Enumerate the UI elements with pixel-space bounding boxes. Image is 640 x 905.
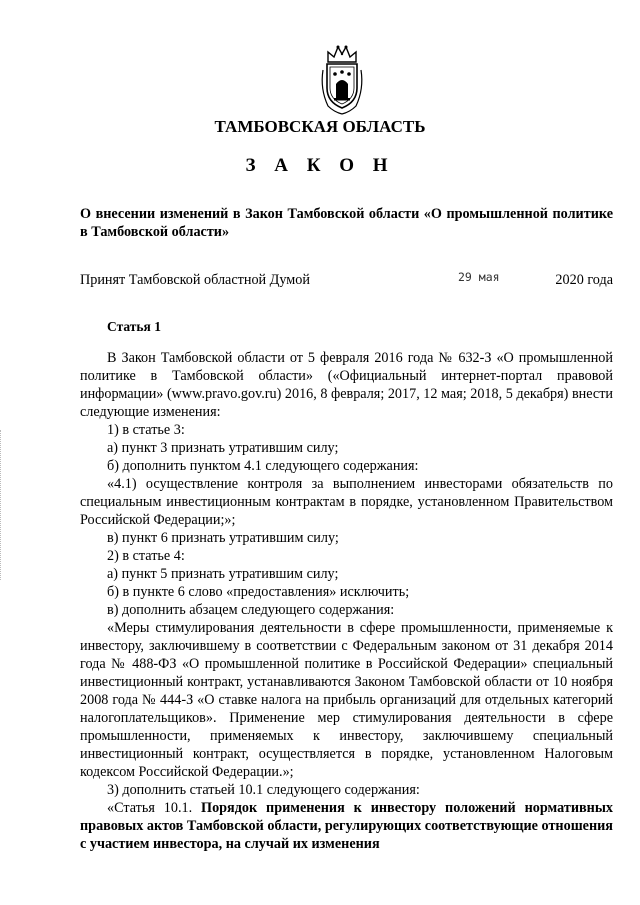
new-article-paragraph xyxy=(80,799,613,853)
list-item: а) пункт 5 признать утратившим силу; xyxy=(107,566,339,582)
quoted-paragraph: «4.1) осуществление контроля за выполнением инвесторами обязательств по специальным инвестиционным контрактам в порядке, установленном Правительством Российской Федерации;»; xyxy=(80,476,613,528)
adoption-year: 2020 года xyxy=(555,272,613,288)
new-article-heading: Порядок применения к инвестору положений нормативных правовых актов Тамбовской области, регулирующих соответствующие отношения с участием инвестора, на случай их изменения xyxy=(80,800,614,852)
new-article-number: «Статья 10.1. xyxy=(107,800,193,816)
tambov-coat-of-arms-emblem xyxy=(318,44,366,116)
scan-edge-marks xyxy=(0,430,4,580)
document-type-title: З А К О Н xyxy=(245,155,395,176)
adoption-line xyxy=(80,272,613,289)
adoption-date: 29 мая xyxy=(458,270,500,284)
list-item: 3) дополнить статьей 10.1 следующего содержания: xyxy=(107,782,420,798)
list-item: 1) в статье 3: xyxy=(107,422,185,438)
adoption-text: Принят Тамбовской областной Думой xyxy=(80,272,310,288)
list-item: в) дополнить абзацем следующего содержания: xyxy=(107,602,395,618)
list-item: б) дополнить пунктом 4.1 следующего содержания: xyxy=(107,458,419,474)
list-item: а) пункт 3 признать утратившим силу; xyxy=(107,440,339,456)
law-subject: О внесении изменений в Закон Тамбовской области «О промышленной политике в Тамбовской области» xyxy=(80,206,613,240)
quoted-paragraph: «Меры стимулирования деятельности в сфере промышленности, применяемые к инвестору, заключившему в соответствии с Федеральным законом от 31 декабря 2014 года № 488-ФЗ «О промышленной политике в Российской Федерации» специальный инвестиционный контракт, устанавливаются Законом Тамбовской области от 10 ноября 2008 года № 444-З «О ставке налога на прибыль организаций для отдельных категорий налогоплательщиков». Применение мер стимулирования деятельности в сфере промышленности, применяемых к инвестору, заключившему специальный инвестиционный контракт, осуществляется в порядке, установленном Налоговым кодексом Российской Федерации.»; xyxy=(80,620,613,780)
list-item: в) пункт 6 признать утратившим силу; xyxy=(107,530,339,546)
article-intro-paragraph: В Закон Тамбовской области от 5 февраля 2016 года № 632-З «О промышленной политике в Тамбовской области» («Официальный интернет-портал правовой информации» (www.pravo.gov.ru) 2016, 8 февраля; 2017, 12 мая; 2018, 5 декабря) внести следующие изменения: xyxy=(80,350,613,420)
article-title: Статья 1 xyxy=(107,319,161,334)
article-body xyxy=(80,349,613,853)
list-item: 2) в статье 4: xyxy=(107,548,185,564)
list-item: б) в пункте 6 слово «предоставления» исключить; xyxy=(107,584,410,600)
region-title: ТАМБОВСКАЯ ОБЛАСТЬ xyxy=(214,117,426,136)
